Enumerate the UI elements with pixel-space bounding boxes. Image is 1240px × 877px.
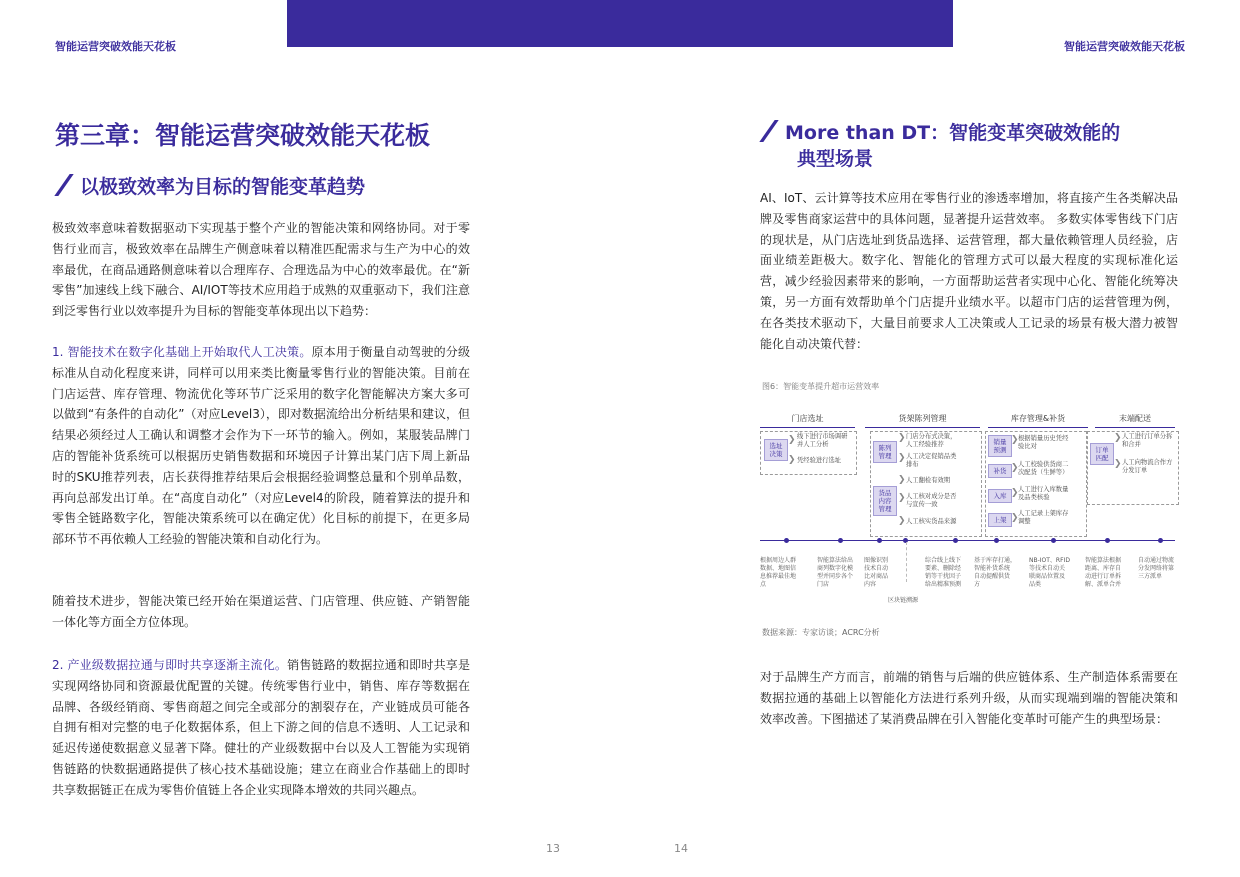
left-section-title-text: 以极致效率为目标的智能变革趋势 [80,176,366,198]
arrow-icon: ❯ [1011,513,1019,523]
arrow-icon: ❯ [788,435,796,445]
column-header-site: 门店选址 [791,414,824,423]
arrow-icon: ❯ [898,433,906,443]
dashed-connector [906,542,907,582]
tag-content-mgmt: 货品 内容 管理 [873,486,897,516]
column-header-shelf: 货架陈列管理 [898,414,947,423]
column-header-inventory: 库存管理&补货 [1010,414,1066,423]
arrow-icon: ❯ [1011,463,1019,473]
arrow-icon: ❯ [1114,459,1122,469]
arrow-icon: ❯ [1011,488,1019,498]
item-text: 人工核对成分是否 与宣传一致 [906,493,957,508]
column-rule [1095,427,1175,428]
item-text: 人工翻检有效期 [906,477,951,484]
solution-text: 综合线上线下 要素、删除经 销等干扰因子 给出精准预测 [925,557,962,588]
slash-icon [54,174,73,196]
item-text: 凭经验进行选址 [797,457,842,464]
item-text: 人工核实货品来源 [906,518,957,525]
timeline-dot [994,538,999,543]
right-running-header: 智能运营突破效能天花板 [1064,40,1185,53]
top-color-band [287,0,953,47]
item-text: 线下进行市场调研 并人工分析 [797,433,848,448]
column-rule [760,427,855,428]
right-section-title [767,120,1187,172]
slash-icon [759,120,778,142]
timeline-dot [784,538,789,543]
column-rule [865,427,980,428]
item-text: 人工记录上架库存 调整 [1018,510,1069,525]
tag-site-decision: 选址 决策 [764,439,788,461]
tag-shelving: 上架 [988,513,1012,527]
item-text: 人工校验供货商二 次配货（生鲜等） [1018,461,1069,476]
trend-1-body: 原本用于衡量自动驾驶的分级标准从自动化程度来讲，同样可以用来类比衡量零售行业的智能决策。目前在门店运营、库存管理、物流优化等环节广泛采用的数字化智能解决方案大多可以做到“有条件的自动化”（对应Level3），即对数据流给出分析结果和建议，但结果必须经过人工确认和调整才会作为下一环节的输入。例如，某服装品牌门店的智能补货系统可以根据历史销售数据和环境因子计算出某门店下周上新品时的SKU推荐列表，店长获得推荐结果后会根据经验调整总量和个别单品数，再向总部发出订单。在“高度自动化”（对应Level4的阶段，随着算法的提升和零售全链路数字化，智能决策系统可以在确定优）化目标的前提下，在更多局部环节不再依赖人工经验的智能决策和自动化行为。 [52,345,470,547]
right-section-title-line1: More than DT：智能变革突破效能的 [785,122,1121,144]
item-text: 人工向物流合作方 分发订单 [1122,459,1173,474]
arrow-icon: ❯ [1011,435,1019,445]
arrow-icon: ❯ [898,453,906,463]
trend-2-heading: 2. 产业级数据拉通与即时共享逐渐主流化。 [52,658,288,672]
item-text: 人工进行订单分拆 和合并 [1122,433,1173,448]
left-paragraph-2 [52,342,470,550]
left-section-title [62,174,365,200]
solution-text: 根据周边人群 数据、地图信 息推荐最佳地 点 [760,557,797,588]
timeline-dot [838,538,843,543]
timeline-dot [1158,538,1163,543]
solution-text: NB-IOT、RFID 等技术自动关 联商品位置及 品类 [1029,557,1070,588]
arrow-icon: ❯ [898,475,906,485]
column-rule [988,427,1088,428]
item-text: 根据销量历史凭经 验比对 [1018,435,1069,450]
right-section-title-line2: 典型场景 [797,148,874,170]
solution-text: 自动通过物流 分发网络将第 三方派单 [1138,557,1175,580]
item-text: 门店分布式决策， 人工经验推荐 [906,433,957,448]
left-running-header: 智能运营突破效能天花板 [55,40,176,53]
timeline-dot [953,538,958,543]
arrow-icon: ❯ [1114,433,1122,443]
tag-display-mgmt: 陈列 管理 [873,441,897,463]
timeline [760,540,1175,541]
solution-text: 图像识别 技术自动 比对商品 内容 [864,557,889,588]
timeline-dot [877,538,882,543]
tag-order-match: 订单 匹配 [1090,443,1114,465]
figure-diagram [760,413,1180,613]
trend-2-body: 销售链路的数据拉通和即时共享是实现网络协同和资源最优配置的关键。传统零售行业中，销售、库存等数据在品牌、各级经销商、零售商超之间完全或部分的割裂存在，产业链成员可能各自拥有相对完整的电子化数据体系，但上下游之间的信息不透明、人工记录和延迟传递使数据意义显著下降。健壮的产业级数据中台以及人工智能为实现销售链路的快数据通路提供了核心技术基础设施；建立在商业合作基础上的即时共享数据链正在成为零售价值链上各企业实现降本增效的共同兴趣点。 [52,658,470,797]
trend-1-heading: 1. 智能技术在数字化基础上开始取代人工决策。 [52,345,312,359]
solution-text: 智能算法给出 商列数字化模 型并同步各个 门店 [817,557,854,588]
column-header-delivery: 末端配送 [1119,414,1151,423]
right-page-number: 14 [674,842,688,855]
arrow-icon: ❯ [898,516,906,526]
left-page-number: 13 [546,842,560,855]
tag-replenish: 补货 [988,464,1012,478]
solution-text: 区块链溯源 [888,597,919,604]
item-text: 人工进行入库数量 及品类核验 [1018,486,1069,501]
tag-sales-forecast: 销量 预测 [988,435,1012,457]
solution-text: 智能算法根据 距离、库存自 动进行订单拆 解、派单合并 [1085,557,1122,588]
arrow-icon: ❯ [898,493,906,503]
tag-warehousing: 入库 [988,489,1012,503]
right-paragraph-2: 对于品牌生产方而言，前端的销售与后端的供应链体系、生产制造体系需要在数据拉通的基础上以智能化方法进行系列升级，从而实现端到端的智能决策和效率改善。下图描述了某消费品牌在引入智能化变革时可能产生的典型场景： [760,670,1178,726]
left-paragraph-4 [52,655,470,801]
left-paragraph-1: 极致效率意味着数据驱动下实现基于整个产业的智能决策和网络协同。对于零售行业而言，极致效率在品牌生产侧意味着以精准匹配需求与生产为中心的效率最优，在商品通路侧意味着以合理库存、合理选品为中心的效率最优。在“新零售”加速线上线下融合、AI/IOT等技术应用趋于成熟的双重驱动下，我们注意到泛零售行业以效率提升为目标的智能变革体现出以下趋势： [52,221,470,319]
item-text: 人工决定促销品类 排布 [906,453,957,468]
timeline-dot [1051,538,1056,543]
solution-text: 基于库存打通， 智能补货系统 自动提醒供货 方 [974,557,1017,588]
chapter-title: 第三章：智能运营突破效能天花板 [55,121,431,150]
figure-source: 数据来源：专家访谈；ACRC分析 [762,628,880,637]
figure-caption: 图6：智能变革提升超市运营效率 [762,382,880,391]
timeline-dot [1105,538,1110,543]
left-paragraph-3: 随着技术进步，智能决策已经开始在渠道运营、门店管理、供应链、产销智能一体化等方面全方位体现。 [52,594,470,629]
right-paragraph-1: AI、IoT、云计算等技术应用在零售行业的渗透率增加，将直接产生各类解决品牌及零售商家运营中的具体问题，显著提升运营效率。 多数实体零售线下门店的现状是，从门店选址到货品选择、运营管理，都大量依赖管理人员经验，店面业绩差距极大。数字化、智能化的管理方式可以最大程度的实现标准化运营，减少经验因素带来的影响，一方面帮助运营者实现中心化、智能化统筹决策，另一方面有效帮助单个门店提升业绩水平。以超市门店的运营管理为例，在各类技术驱动下，大量目前要求人工决策或人工记录的场景有极大潜力被智能化自动决策代替： [760,191,1178,351]
arrow-icon: ❯ [788,455,796,465]
